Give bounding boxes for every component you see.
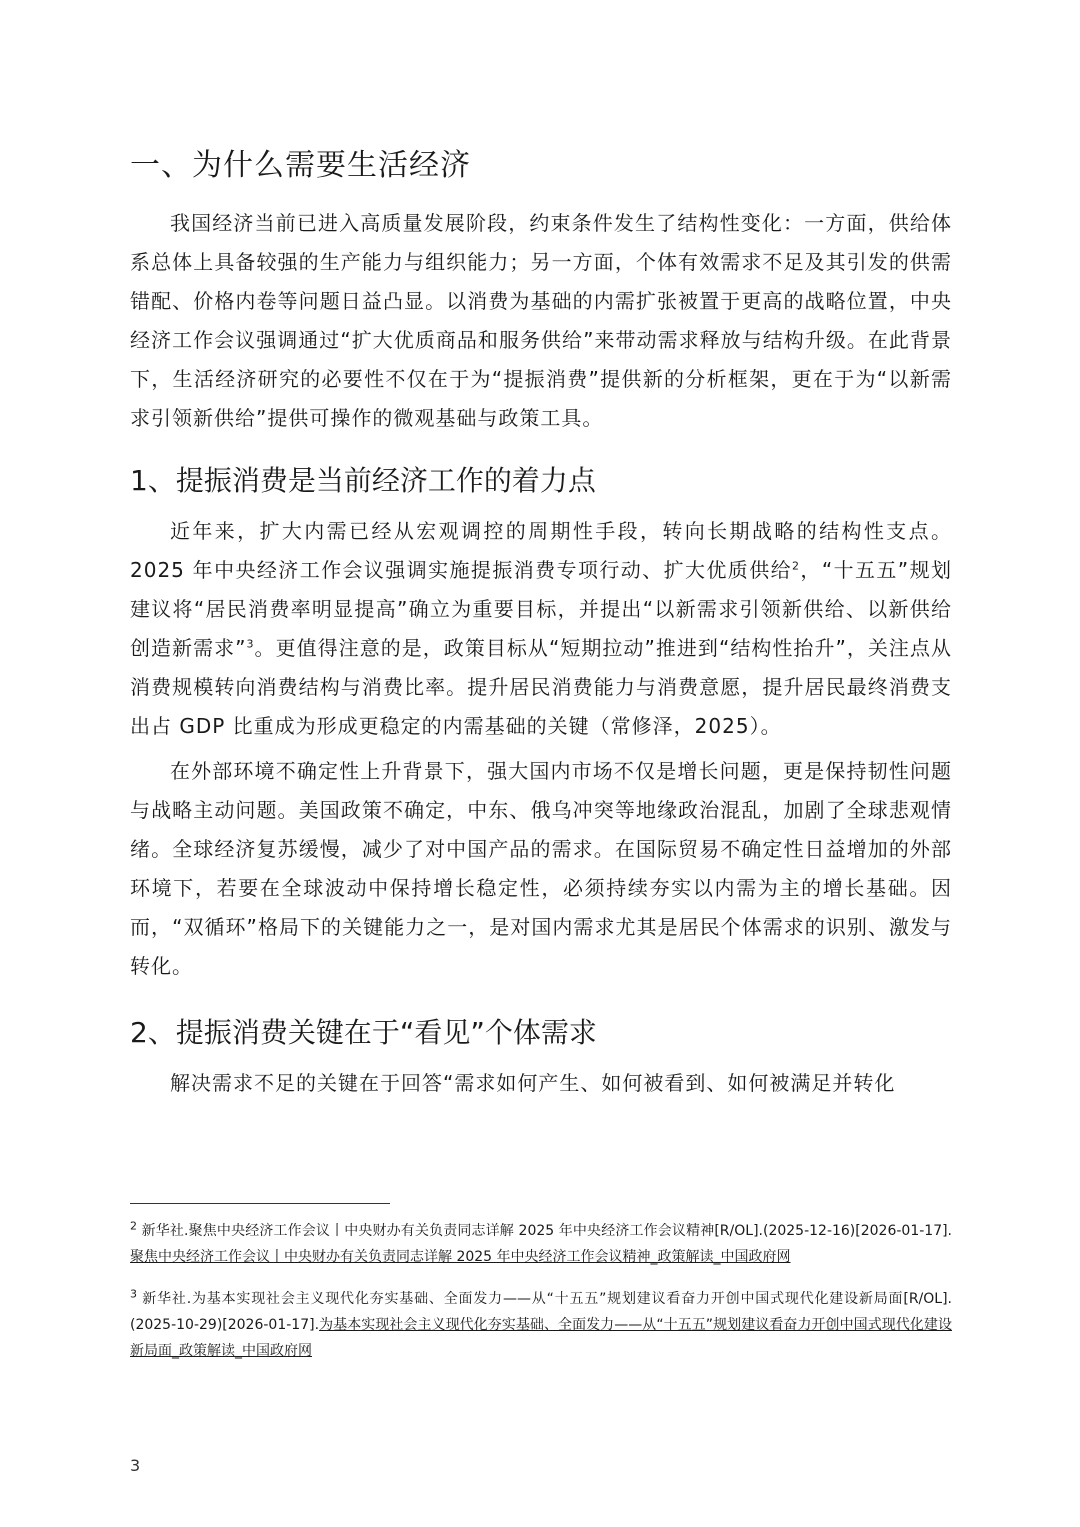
footnotes [130,1203,952,1380]
subsection-2-paragraph-1: 解决需求不足的关键在于回答“需求如何产生、如何被看到、如何被满足并转化 [170,1071,896,1095]
subsection-1-paragraph-2: 在外部环境不确定性上升背景下，强大国内市场不仅是增长问题，更是保持韧性问题与战略主动问题。美国政策不确定，中东、俄乌冲突等地缘政治混乱，加剧了全球悲观情绪。全球经济复苏缓慢，减少了对中国产品的需求。在国际贸易不确定性日益增加的外部环境下，若要在全球波动中保持增长稳定性，必须持续夯实以内需为主的增长基础。因而，“双循环”格局下的关键能力之一，是对国内需求尤其是居民个体需求的识别、激发与转化。 [130,759,952,978]
paragraph-text: ，“十五五”规划建议将“居民消费率明显提高”确立为重要目标，并提出“以新需求引领新供给、以新供给创造新需求” [130,558,952,660]
footnote-ref-2[interactable]: 2 [792,559,801,573]
subsection-2-title: 2、提振消费关键在于“看见”个体需求 [130,1016,597,1049]
footnote-link[interactable]: 为基本实现社会主义现代化夯实基础、全面发力——从“十五五”规划建议看奋力开创中国式现代化建设新局面_政策解读_中国政府网 [130,1317,952,1359]
section-title: 一、为什么需要生活经济 [130,148,471,183]
subsection-1-paragraph-1 [130,512,952,746]
spacer [130,438,952,458]
footnote-text: 新华社.为基本实现社会主义现代化夯实基础、全面发力——从“十五五”规划建议看奋力开创中国式现代化建设新局面[R/OL].(2025-10-29)[2026-01-17]. [130,1291,952,1333]
subsection-1-title: 1、提振消费是当前经济工作的着力点 [130,464,596,497]
footnote-text: 新华社.聚焦中央经济工作会议丨中央财办有关负责同志详解 2025 年中央经济工作会议精神[R/OL].(2025-12-16)[2026-01-17]. [141,1223,953,1239]
paragraph-text: 近年来，扩大内需已经从宏观调控的周期性手段，转向长期战略的结构性支点。2025 年中央经济工作会议强调实施提振消费专项行动、扩大优质供给 [130,519,952,582]
paragraph-text: 。更值得注意的是，政策目标从“短期拉动”推进到“结构性抬升”，关注点从消费规模转向消费结构与消费比率。提升居民消费能力与消费意愿，提升居民最终消费支出占 GDP 比重成为形成更稳定的内需基础的关键（常修泽，2025）。 [130,636,952,738]
section-intro-paragraph: 我国经济当前已进入高质量发展阶段，约束条件发生了结构性变化：一方面，供给体系总体上具备较强的生产能力与组织能力；另一方面，个体有效需求不足及其引发的供需错配、价格内卷等问题日益凸显。以消费为基础的内需扩张被置于更高的战略位置，中央经济工作会议强调通过“扩大优质商品和服务供给”来带动需求释放与结构升级。在此背景下，生活经济研究的必要性不仅在于为“提振消费”提供新的分析框架，更在于为“以新需求引领新供给”提供可操作的微观基础与政策工具。 [130,211,952,430]
footnote-2 [130,1218,952,1270]
footnote-marker: 3 [130,1287,137,1301]
spacer [130,986,952,1010]
footnote-divider [130,1203,390,1204]
footnote-3 [130,1286,952,1364]
main-content [130,142,952,1103]
page-number: 3 [130,1456,141,1475]
footnote-ref-3[interactable]: 3 [246,637,255,651]
footnote-marker: 2 [130,1219,137,1233]
footnote-link[interactable]: 聚焦中央经济工作会议丨中央财办有关负责同志详解 2025 年中央经济工作会议精神_政策解读_中国政府网 [130,1249,791,1265]
